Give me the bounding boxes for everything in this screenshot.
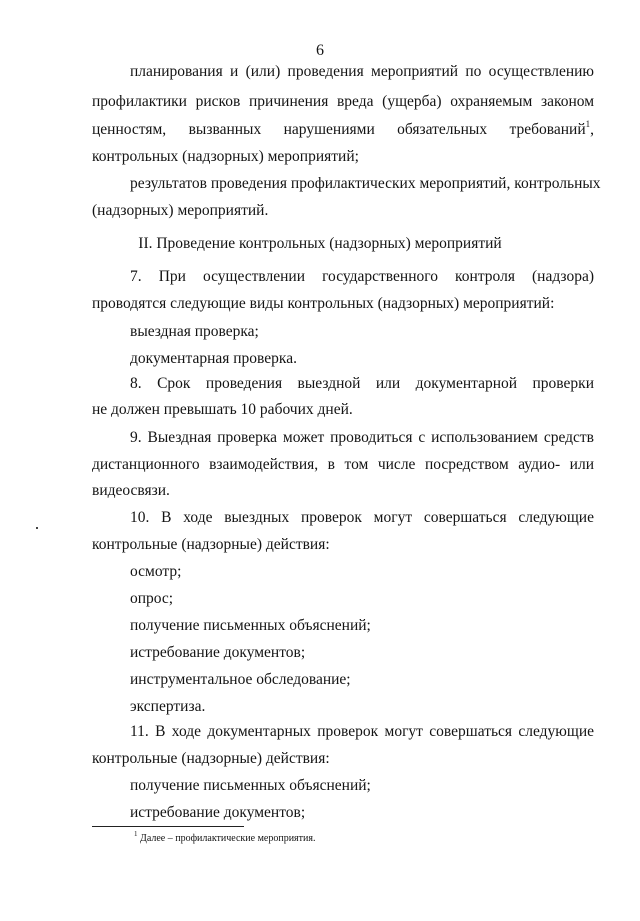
- list-item: осмотр;: [130, 563, 182, 580]
- list-item: получение письменных объяснений;: [130, 617, 371, 634]
- list-item: опрос;: [130, 590, 174, 607]
- text-line: контрольные (надзорные) действия:: [92, 750, 330, 767]
- section-heading: II. Проведение контрольных (надзорных) мероприятий: [138, 235, 502, 252]
- footnote-ref: 1: [585, 118, 591, 129]
- list-item: истребование документов;: [130, 644, 306, 661]
- text-line: профилактики рисков причинения вреда (ущерба) охраняемым законом: [92, 93, 594, 110]
- footnote-marker: 1: [134, 829, 138, 838]
- page-number: 6: [316, 42, 324, 59]
- list-item: документарная проверка.: [130, 350, 297, 367]
- text-span: ,: [590, 121, 594, 138]
- list-item: выездная проверка;: [130, 323, 259, 340]
- text-line: не должен превышать 10 рабочих дней.: [92, 401, 353, 418]
- text-line: дистанционного взаимодействия, в том числе посредством аудио- или: [92, 456, 594, 473]
- text-line: 8. Срок проведения выездной или документарной проверки: [130, 375, 594, 392]
- list-item: получение письменных объяснений;: [130, 777, 371, 794]
- text-line: контрольные (надзорные) действия:: [92, 536, 330, 553]
- text-span: ценностям, вызванных нарушениями обязательных требований: [92, 121, 586, 138]
- text-line: 11. В ходе документарных проверок могут совершаться следующие: [130, 723, 594, 740]
- footnote-divider: [92, 826, 244, 827]
- text-line: контрольных (надзорных) мероприятий;: [92, 148, 359, 165]
- text-line: [92, 120, 594, 140]
- text-line: 9. Выездная проверка может проводиться с использованием средств: [130, 429, 594, 446]
- list-item: инструментальное обследование;: [130, 671, 351, 688]
- text-line: 10. В ходе выездных проверок могут совершаться следующие: [130, 509, 594, 526]
- text-line: проводятся следующие виды контрольных (надзорных) мероприятий:: [92, 295, 555, 312]
- list-item: истребование документов;: [130, 804, 306, 821]
- footnote: [134, 829, 316, 846]
- scan-speck: [36, 527, 38, 529]
- text-line: результатов проведения профилактических мероприятий, контрольных: [130, 175, 601, 192]
- list-item: экспертиза.: [130, 698, 206, 715]
- footnote-text: Далее – профилактические мероприятия.: [140, 833, 316, 844]
- text-line: планирования и (или) проведения мероприятий по осуществлению: [130, 63, 594, 80]
- text-line: видеосвязи.: [92, 482, 170, 499]
- text-line: 7. При осуществлении государственного контроля (надзора): [130, 268, 594, 285]
- text-line: (надзорных) мероприятий.: [92, 202, 269, 219]
